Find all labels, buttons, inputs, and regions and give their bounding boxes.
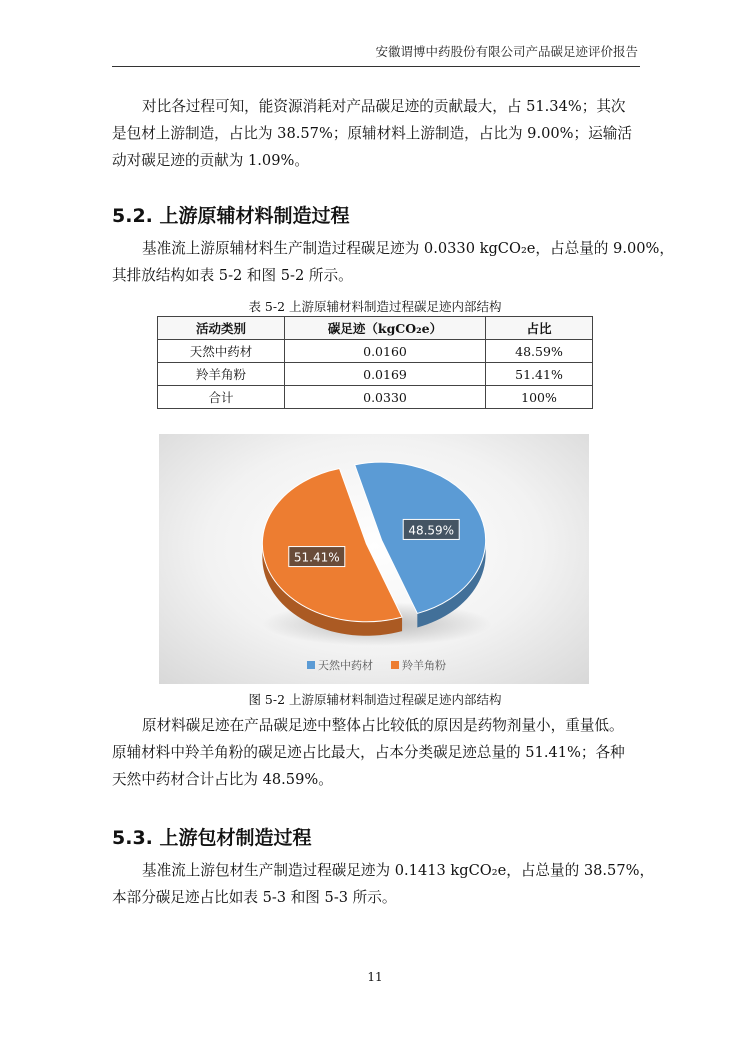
data-label-1 (403, 519, 459, 539)
table-row (158, 340, 593, 363)
data-label-text: 51.41% (293, 550, 340, 565)
paragraph-line: 对比各过程可知，能资源消耗对产品碳足迹的贡献最大，占 51.34%；其次 (142, 98, 626, 115)
table-cell: 0.0169 (285, 363, 486, 386)
section-5-3-heading: 5.3. 上游包材制造过程 (112, 827, 312, 849)
paragraph-line: 天然中药材合计占比为 48.59%。 (112, 771, 333, 788)
paragraph-line: 原辅材料中羚羊角粉的碳足迹占比最大，占本分类碳足迹总量的 51.41%；各种 (112, 744, 625, 761)
table-cell: 羚羊角粉 (158, 363, 285, 386)
column-header-footprint: 碳足迹（kgCO₂e） (285, 317, 486, 340)
data-label-text: 48.59% (408, 523, 455, 538)
table-cell: 48.59% (486, 340, 593, 363)
pie-chart-figure (159, 434, 589, 684)
legend-item-2 (391, 658, 446, 672)
pie-chart (159, 434, 589, 684)
paragraph-line: 其排放结构如表 5-2 和图 5-2 所示。 (112, 267, 353, 284)
paragraph-line: 动对碳足迹的贡献为 1.09%。 (112, 152, 309, 169)
table-row (158, 386, 593, 409)
section-5-3-paragraph (112, 857, 655, 911)
header-rule (112, 66, 640, 67)
legend-item-1 (307, 658, 373, 672)
paragraph-after-figure (112, 712, 640, 793)
header-title: 安徽谓博中药股份有限公司产品碳足迹评价报告 (375, 44, 638, 59)
table-cell: 100% (486, 386, 593, 409)
section-5-2-paragraph (112, 235, 674, 289)
paragraph-line: 原材料碳足迹在产品碳足迹中整体占比较低的原因是药物剂量小，重量低。 (142, 717, 624, 734)
paragraph-line: 基准流上游原辅材料生产制造过程碳足迹为 0.0330 kgCO₂e，占总量的 9.00%， (142, 240, 674, 257)
section-5-2-heading: 5.2. 上游原辅材料制造过程 (112, 205, 350, 227)
table-cell: 合计 (158, 386, 285, 409)
table-row (158, 363, 593, 386)
table-caption: 表 5-2 上游原辅材料制造过程碳足迹内部结构 (248, 299, 502, 314)
table-cell: 51.41% (486, 363, 593, 386)
emissions-table (157, 316, 593, 409)
table-cell: 天然中药材 (158, 340, 285, 363)
paragraph-line: 是包材上游制造，占比为 38.57%；原辅材料上游制造，占比为 9.00%；运输活 (112, 125, 632, 142)
legend-swatch (307, 661, 315, 669)
legend-label: 天然中药材 (318, 659, 373, 672)
table-cell: 0.0330 (285, 386, 486, 409)
column-header-share: 占比 (486, 317, 593, 340)
paragraph-line: 基准流上游包材生产制造过程碳足迹为 0.1413 kgCO₂e，占总量的 38.57%， (142, 862, 655, 879)
column-header-category: 活动类别 (158, 317, 285, 340)
legend-swatch (391, 661, 399, 669)
table-cell: 0.0160 (285, 340, 486, 363)
page-number: 11 (367, 970, 383, 984)
figure-caption: 图 5-2 上游原辅材料制造过程碳足迹内部结构 (248, 692, 502, 707)
table-header-row (158, 317, 593, 340)
intro-paragraph (112, 93, 640, 174)
legend-label: 羚羊角粉 (402, 659, 446, 672)
data-label-2 (289, 547, 345, 567)
paragraph-line: 本部分碳足迹占比如表 5-3 和图 5-3 所示。 (112, 889, 397, 906)
